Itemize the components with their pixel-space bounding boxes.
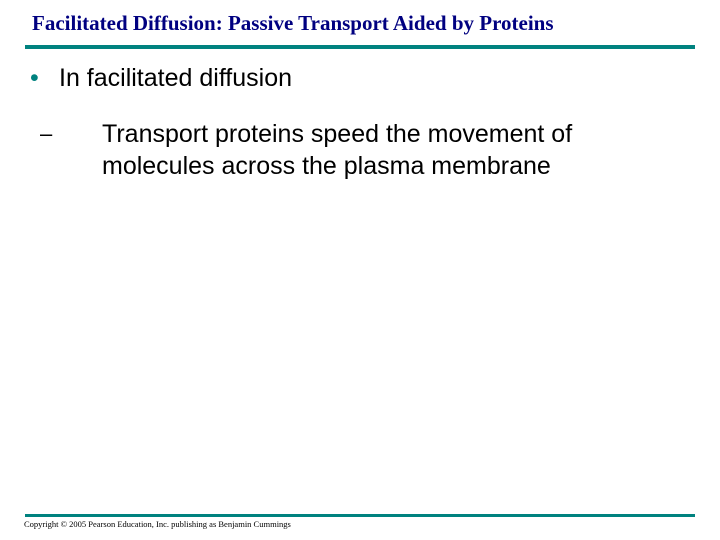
title-divider <box>25 45 695 49</box>
copyright-notice: Copyright © 2005 Pearson Education, Inc. publishing as Benjamin Cummings <box>24 519 291 529</box>
slide-title: Facilitated Diffusion: Passive Transport Aided by Proteins <box>32 11 554 35</box>
sub-bullet-marker: – <box>40 121 53 146</box>
bullet-text: In facilitated diffusion <box>59 64 293 92</box>
sub-bullet-text: Transport proteins speed the movement of molecules across the plasma membrane <box>102 120 573 180</box>
bullet-marker: • <box>30 64 39 92</box>
footer-divider <box>25 514 695 517</box>
